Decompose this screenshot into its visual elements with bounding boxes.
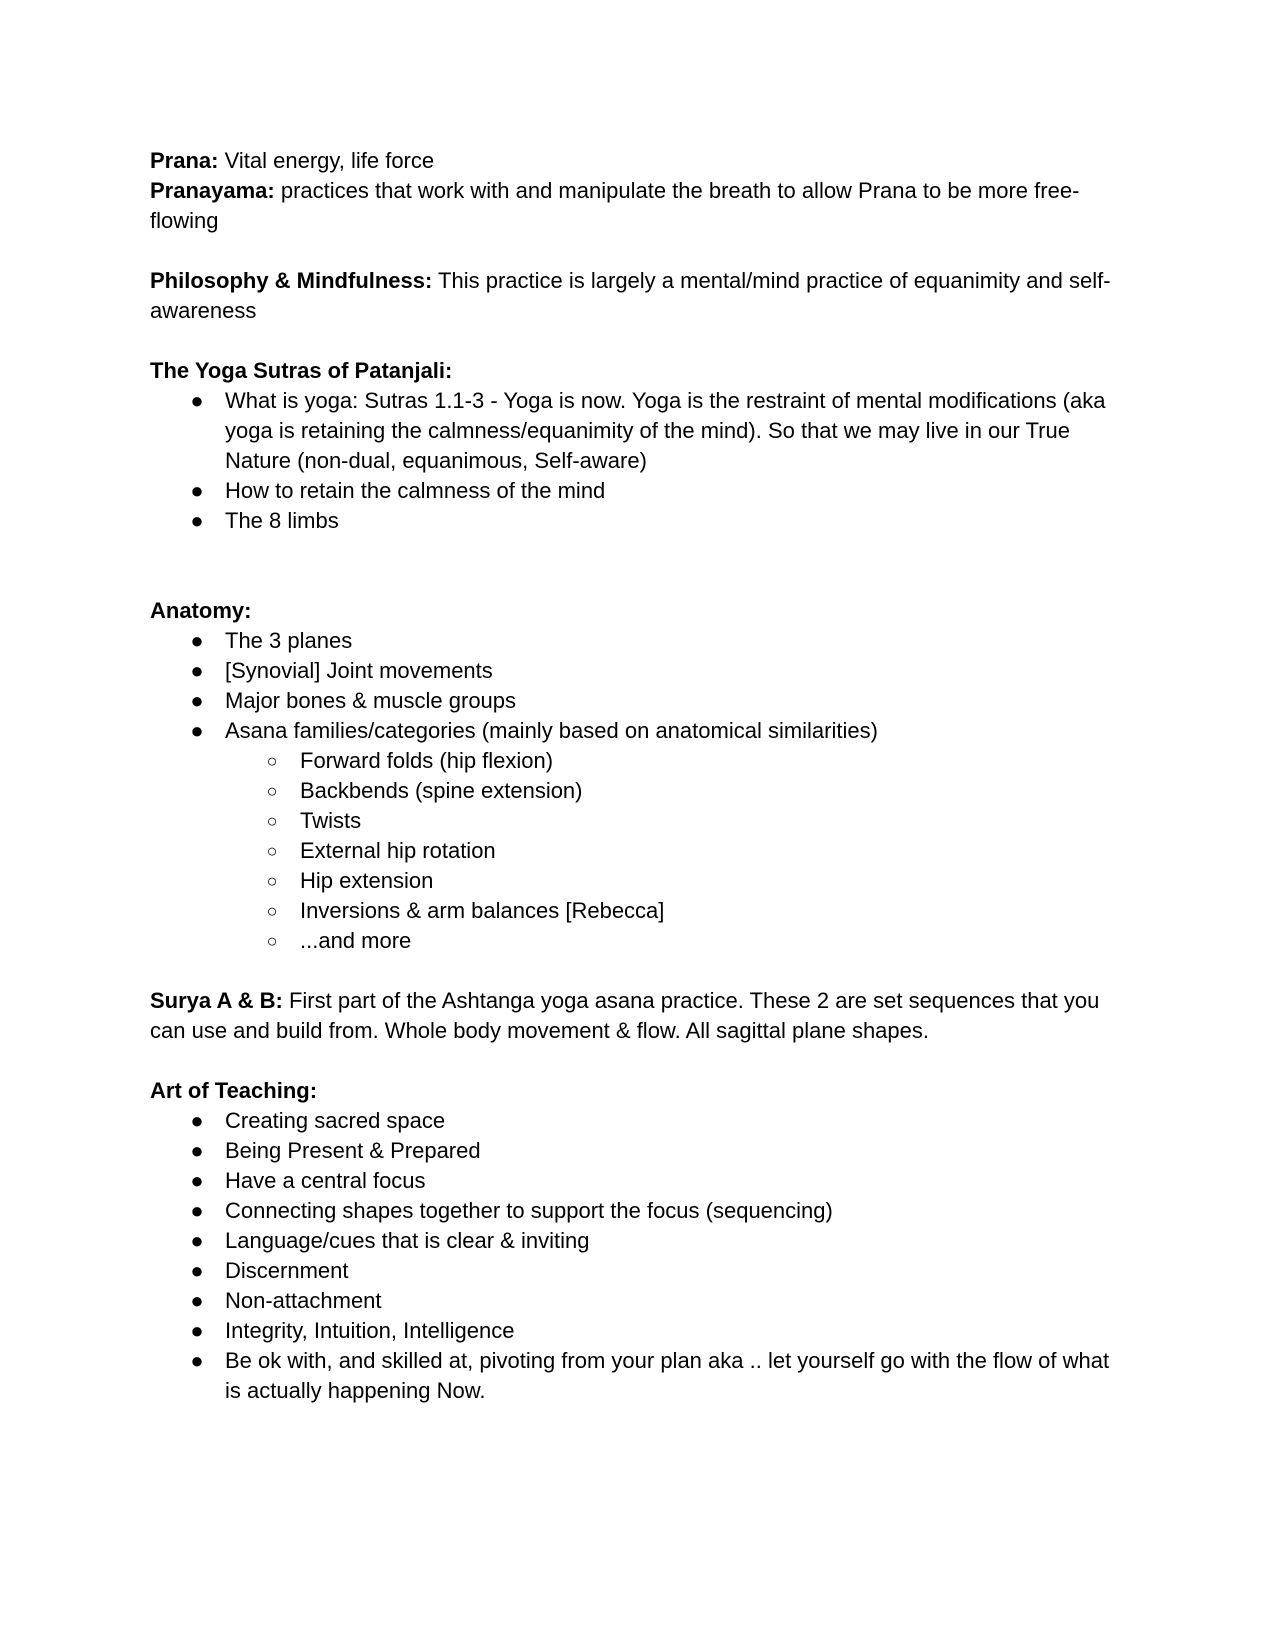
bullet-icon: ● — [190, 718, 204, 743]
bullet-icon: ● — [190, 478, 204, 503]
surya-text: First part of the Ashtanga yoga asana practice. These 2 are set sequences that you can use and build from. Whole body movement & flow. All sagittal plane shapes. — [150, 988, 1100, 1043]
hollow-bullet-icon: ○ — [266, 811, 278, 831]
hollow-bullet-icon: ○ — [266, 751, 278, 771]
list-item: ● Connecting shapes together to support the focus (sequencing) — [150, 1196, 1125, 1226]
bullet-icon: ● — [190, 628, 204, 653]
prana-text: Vital energy, life force — [218, 148, 435, 173]
hollow-bullet-icon: ○ — [266, 871, 278, 891]
sutras-heading: The Yoga Sutras of Patanjali: — [150, 358, 453, 383]
list-item: ● Being Present & Prepared — [150, 1136, 1125, 1166]
bullet-icon: ● — [190, 1258, 204, 1283]
sublist-item: ○ Backbends (spine extension) — [150, 776, 1125, 806]
surya-definition — [150, 986, 1125, 1046]
bullet-icon: ● — [190, 1318, 204, 1343]
sutras-list — [150, 386, 1125, 536]
list-item: ● Language/cues that is clear & inviting — [150, 1226, 1125, 1256]
bullet-icon: ● — [190, 1288, 204, 1313]
teaching-heading: Art of Teaching: — [150, 1078, 318, 1103]
list-item: ● Have a central focus — [150, 1166, 1125, 1196]
sublist-item: ○ Inversions & arm balances [Rebecca] — [150, 896, 1125, 926]
sublist-item: ○ External hip rotation — [150, 836, 1125, 866]
list-item: ● How to retain the calmness of the mind — [150, 476, 1125, 506]
bullet-icon: ● — [190, 658, 204, 683]
sublist-item: ○ Hip extension — [150, 866, 1125, 896]
list-item: ● Integrity, Intuition, Intelligence — [150, 1316, 1125, 1346]
sublist-item: ○ ...and more — [150, 926, 1125, 956]
list-item: ● [Synovial] Joint movements — [150, 656, 1125, 686]
bullet-icon: ● — [190, 1138, 204, 1163]
list-item: ● The 8 limbs — [150, 506, 1125, 536]
bullet-icon: ● — [190, 508, 204, 533]
list-item: ● Non-attachment — [150, 1286, 1125, 1316]
bullet-icon: ● — [190, 388, 204, 413]
asana-families-sublist — [150, 746, 1125, 956]
list-item: ● The 3 planes — [150, 626, 1125, 656]
bullet-icon: ● — [190, 1228, 204, 1253]
list-item: ● What is yoga: Sutras 1.1-3 - Yoga is now. Yoga is the restraint of mental modifications (aka yoga is retaining the calmness/equanimity of the mind). So that we may live in our True Nature (non-dual, equanimous, Self-aware) — [150, 386, 1125, 476]
surya-term: Surya A & B: — [150, 988, 283, 1013]
list-item: ● Creating sacred space — [150, 1106, 1125, 1136]
list-item: ● Major bones & muscle groups — [150, 686, 1125, 716]
list-item: ● Asana families/categories (mainly based on anatomical similarities) — [150, 716, 1125, 746]
hollow-bullet-icon: ○ — [266, 931, 278, 951]
sublist-item: ○ Forward folds (hip flexion) — [150, 746, 1125, 776]
bullet-icon: ● — [190, 1348, 204, 1373]
hollow-bullet-icon: ○ — [266, 841, 278, 861]
prana-definition — [150, 146, 1125, 176]
pranayama-term: Pranayama: — [150, 178, 275, 203]
anatomy-list — [150, 626, 1125, 746]
list-item: ● Discernment — [150, 1256, 1125, 1286]
pranayama-definition — [150, 176, 1125, 236]
prana-term: Prana: — [150, 148, 219, 173]
bullet-icon: ● — [190, 1168, 204, 1193]
hollow-bullet-icon: ○ — [266, 901, 278, 921]
pranayama-text: practices that work with and manipulate the breath to allow Prana to be more free-flowing — [150, 178, 1080, 233]
anatomy-heading: Anatomy: — [150, 598, 252, 623]
teaching-list — [150, 1106, 1125, 1406]
philosophy-text: This practice is largely a mental/mind practice of equanimity and self-awareness — [150, 268, 1111, 323]
bullet-icon: ● — [190, 688, 204, 713]
sublist-item: ○ Twists — [150, 806, 1125, 836]
list-item: ● Be ok with, and skilled at, pivoting from your plan aka .. let yourself go with the flow of what is actually happening Now. — [150, 1346, 1125, 1406]
bullet-icon: ● — [190, 1108, 204, 1133]
hollow-bullet-icon: ○ — [266, 781, 278, 801]
philosophy-definition — [150, 266, 1125, 326]
philosophy-term: Philosophy & Mindfulness: — [150, 268, 433, 293]
bullet-icon: ● — [190, 1198, 204, 1223]
